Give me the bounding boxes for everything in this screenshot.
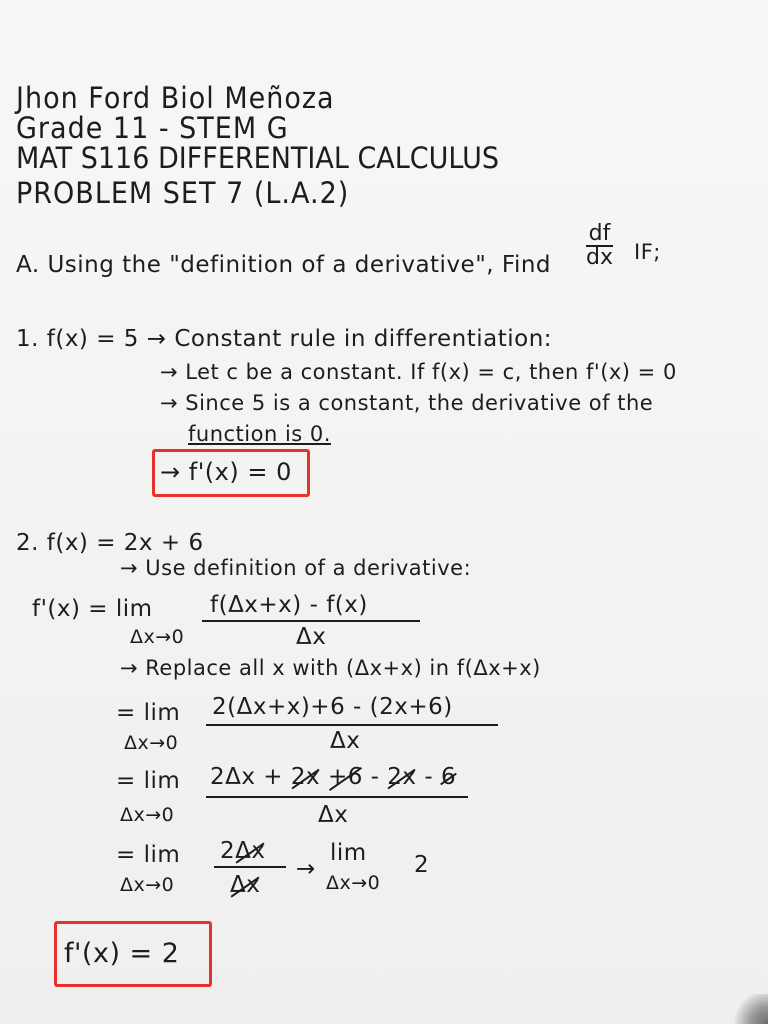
step3-lim: lim <box>330 840 367 866</box>
problem2-note1: → Use definition of a derivative: <box>120 556 472 580</box>
def-denominator: Δx <box>296 624 327 650</box>
instruction-frac-den: dx <box>586 245 613 270</box>
step1-eq: = lim <box>116 700 181 726</box>
problem1-answer: → f'(x) = 0 <box>160 458 292 486</box>
step2-num-d-cancelled: +6 <box>327 764 363 790</box>
step3-eq: = lim <box>116 842 181 868</box>
step2-num-a: 2Δx + <box>210 764 291 790</box>
course-title: MAT S116 DIFFERENTIAL CALCULUS <box>16 142 500 176</box>
problem1-note2: → Since 5 is a constant, the derivative of the <box>160 391 654 415</box>
student-grade: Grade 11 - STEM G <box>16 112 289 146</box>
page-corner-shadow <box>728 994 768 1024</box>
step2-num-g: - <box>416 764 441 790</box>
def-fraction-bar <box>202 620 420 622</box>
step3-den-cancelled: Δx <box>230 872 261 898</box>
step2-num-c <box>320 764 328 790</box>
step2-denominator: Δx <box>318 802 349 828</box>
step2-num-b-cancelled: 2x <box>290 764 321 790</box>
instruction-text: A. Using the "definition of a derivative", Find <box>16 252 552 278</box>
step2-limit: Δx→0 <box>120 804 175 826</box>
step3-arrow: → <box>296 856 316 882</box>
step3-limit: Δx→0 <box>120 874 175 896</box>
step2-num-f-cancelled: 2x <box>387 764 417 790</box>
step3-lim-sub: Δx→0 <box>326 872 381 894</box>
step3-result: 2 <box>414 852 430 878</box>
step3-num-b-cancelled: Δx <box>235 838 266 864</box>
step1-fraction-bar <box>206 724 498 726</box>
problem1-note3: function is 0. <box>188 422 331 446</box>
step1-denominator: Δx <box>330 728 361 754</box>
student-name: Jhon Ford Biol Meñoza <box>16 82 335 116</box>
problem2-statement: 2. f(x) = 2x + 6 <box>16 530 204 556</box>
step1-numerator: 2(Δx+x)+6 - (2x+6) <box>212 694 453 720</box>
problem2-note2: → Replace all x with (Δx+x) in f(Δx+x) <box>120 656 541 680</box>
step2-numerator <box>210 764 456 790</box>
def-lhs: f'(x) = lim <box>32 596 153 622</box>
def-limit: Δx→0 <box>130 626 185 648</box>
step2-eq: = lim <box>116 768 181 794</box>
step2-num-e: - <box>362 764 388 790</box>
instruction-suffix: IF; <box>634 240 661 264</box>
step3-numerator <box>220 838 266 864</box>
step1-limit: Δx→0 <box>124 732 179 754</box>
def-numerator: f(Δx+x) - f(x) <box>210 592 368 618</box>
step3-num-a: 2 <box>220 838 236 864</box>
problem1-statement: 1. f(x) = 5 → Constant rule in differentiation: <box>16 326 553 352</box>
step2-num-h-cancelled: 6 <box>440 764 457 790</box>
step3-fraction-bar <box>214 866 286 868</box>
step2-fraction-bar <box>206 796 468 798</box>
step3-denominator <box>230 872 260 898</box>
problem1-note1: → Let c be a constant. If f(x) = c, then f'(x) = 0 <box>160 360 677 384</box>
instruction-frac-num: df <box>588 221 611 246</box>
problem-set-title: PROBLEM SET 7 (L.A.2) <box>16 177 350 211</box>
problem2-answer: f'(x) = 2 <box>64 938 180 969</box>
instruction-fraction <box>586 221 613 270</box>
